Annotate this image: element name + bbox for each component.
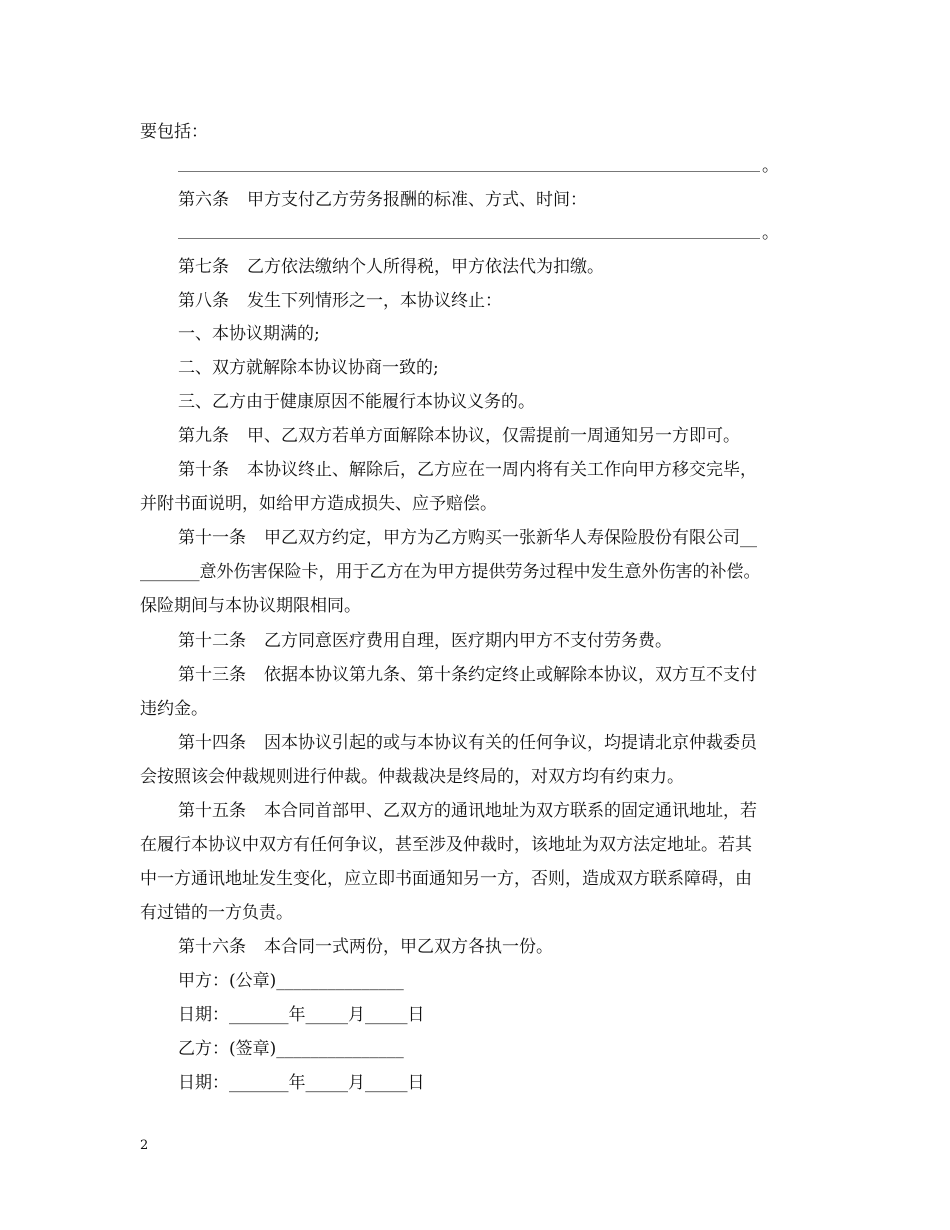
text-line: 保险期间与本协议期限相同。	[140, 596, 361, 616]
list-item: 三、乙方由于健康原因不能履行本协议义务的。	[178, 392, 535, 412]
article-7	[178, 257, 604, 277]
page-number: 2	[140, 1138, 149, 1153]
article-text: 本合同首部甲、乙双方的通讯地址为双方联系的固定通讯地址，若	[264, 801, 757, 821]
text-line: _______意外伤害保险卡，用于乙方在为甲方提供劳务过程中发生意外伤害的补偿。	[140, 562, 761, 582]
article-6	[178, 190, 587, 210]
period-mark: 。	[762, 156, 779, 176]
article-text: 本合同一式两份，甲乙双方各执一份。	[264, 937, 553, 957]
article-number: 第六条	[178, 190, 229, 210]
article-12	[178, 631, 672, 651]
text-line: 违约金。	[140, 699, 208, 719]
article-13	[178, 665, 757, 685]
article-text: 甲乙双方约定，甲方为乙方购买一张新华人寿保险股份有限公司__	[264, 528, 757, 548]
list-item: 二、双方就解除本协议协商一致的;	[178, 358, 439, 378]
article-text: 发生下列情形之一，本协议终止：	[247, 291, 502, 311]
article-number: 第十二条	[178, 631, 246, 651]
blank-underline	[178, 171, 760, 172]
text-line: 并附书面说明，如给甲方造成损失、应予赔偿。	[140, 494, 497, 514]
blank-underline	[178, 238, 760, 239]
article-number: 第七条	[178, 257, 229, 277]
article-number: 第九条	[178, 426, 229, 446]
article-number: 第十六条	[178, 937, 246, 957]
article-text: 甲、乙双方若单方面解除本协议，仅需提前一周通知另一方即可。	[247, 426, 740, 446]
article-number: 第十一条	[178, 528, 246, 548]
article-8	[178, 291, 502, 311]
text-line: 要包括：	[140, 122, 208, 142]
period-mark: 。	[762, 223, 779, 243]
article-number: 第十四条	[178, 733, 246, 753]
article-15	[178, 801, 757, 821]
text-line: 中一方通讯地址发生变化，应立即书面通知另一方，否则，造成双方联系障碍，由	[140, 869, 752, 889]
article-text: 甲方支付乙方劳务报酬的标准、方式、时间：	[247, 190, 587, 210]
article-text: 因本协议引起的或与本协议有关的任何争议，均提请北京仲裁委员	[264, 733, 757, 753]
party-a-date-line: 日期：_______年_____月_____日	[178, 1005, 425, 1025]
text-line: 会按照该会仲裁规则进行仲裁。仲裁裁决是终局的，对双方均有约束力。	[140, 767, 684, 787]
list-item: 一、本协议期满的;	[178, 324, 320, 344]
article-10	[178, 460, 757, 480]
article-number: 第十五条	[178, 801, 246, 821]
article-16	[178, 937, 553, 957]
party-a-seal-line: 甲方：(公章)_______________	[178, 971, 404, 991]
article-9	[178, 426, 740, 446]
article-number: 第八条	[178, 291, 229, 311]
article-text: 依据本协议第九条、第十条约定终止或解除本协议，双方互不支付	[264, 665, 757, 685]
article-11	[178, 528, 757, 548]
party-b-signature-line: 乙方：(签章)_______________	[178, 1039, 404, 1059]
article-14	[178, 733, 757, 753]
party-b-date-line: 日期：_______年_____月_____日	[178, 1073, 425, 1093]
article-text: 乙方同意医疗费用自理，医疗期内甲方不支付劳务费。	[264, 631, 672, 651]
text-line: 在履行本协议中双方有任何争议，甚至涉及仲裁时，该地址为双方法定地址。若其	[140, 835, 752, 855]
article-number: 第十条	[178, 460, 229, 480]
text-line: 有过错的一方负责。	[140, 903, 293, 923]
article-text: 本协议终止、解除后，乙方应在一周内将有关工作向甲方移交完毕，	[247, 460, 757, 480]
article-text: 乙方依法缴纳个人所得税，甲方依法代为扣缴。	[247, 257, 604, 277]
article-number: 第十三条	[178, 665, 246, 685]
